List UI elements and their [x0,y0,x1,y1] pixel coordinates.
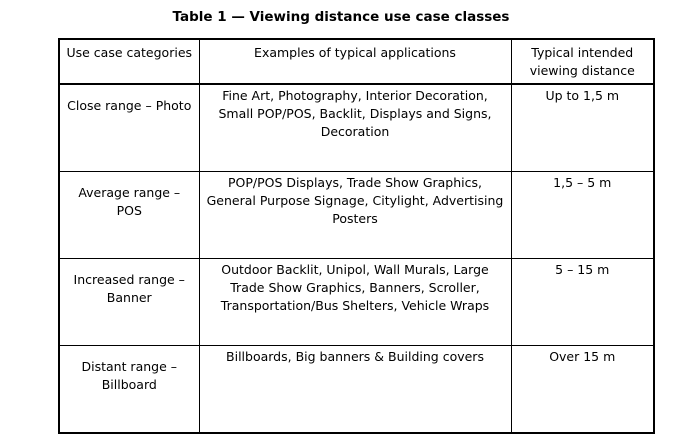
table-caption: Table 1 — Viewing distance use case classes [172,9,510,25]
examples-cell: Outdoor Backlit, Unipol, Wall Murals, Large Trade Show Graphics, Banners, Scroller, Transportation/Bus Shelters, Vehicle Wraps [199,259,511,346]
header-use-case-categories: Use case categories [59,39,199,84]
viewing-distance-table [58,38,655,434]
category-cell: Distant range – Billboard [59,346,199,434]
examples-cell: Billboards, Big banners & Building covers [199,346,511,434]
header-viewing-distance: Typical intended viewing distance [511,39,654,84]
examples-cell: Fine Art, Photography, Interior Decoration, Small POP/POS, Backlit, Displays and Signs, Decoration [199,84,511,172]
category-cell: Average range – POS [59,172,199,259]
category-cell: Increased range – Banner [59,259,199,346]
table-row [59,346,654,434]
distance-cell: Up to 1,5 m [511,84,654,172]
table-row [59,259,654,346]
table-row [59,172,654,259]
distance-cell: 5 – 15 m [511,259,654,346]
category-cell: Close range – Photo [59,84,199,172]
header-examples: Examples of typical applications [199,39,511,84]
distance-cell: Over 15 m [511,346,654,434]
distance-cell: 1,5 – 5 m [511,172,654,259]
table-row [59,84,654,172]
table-header-row [59,39,654,84]
examples-cell: POP/POS Displays, Trade Show Graphics, General Purpose Signage, Citylight, Advertising Posters [199,172,511,259]
